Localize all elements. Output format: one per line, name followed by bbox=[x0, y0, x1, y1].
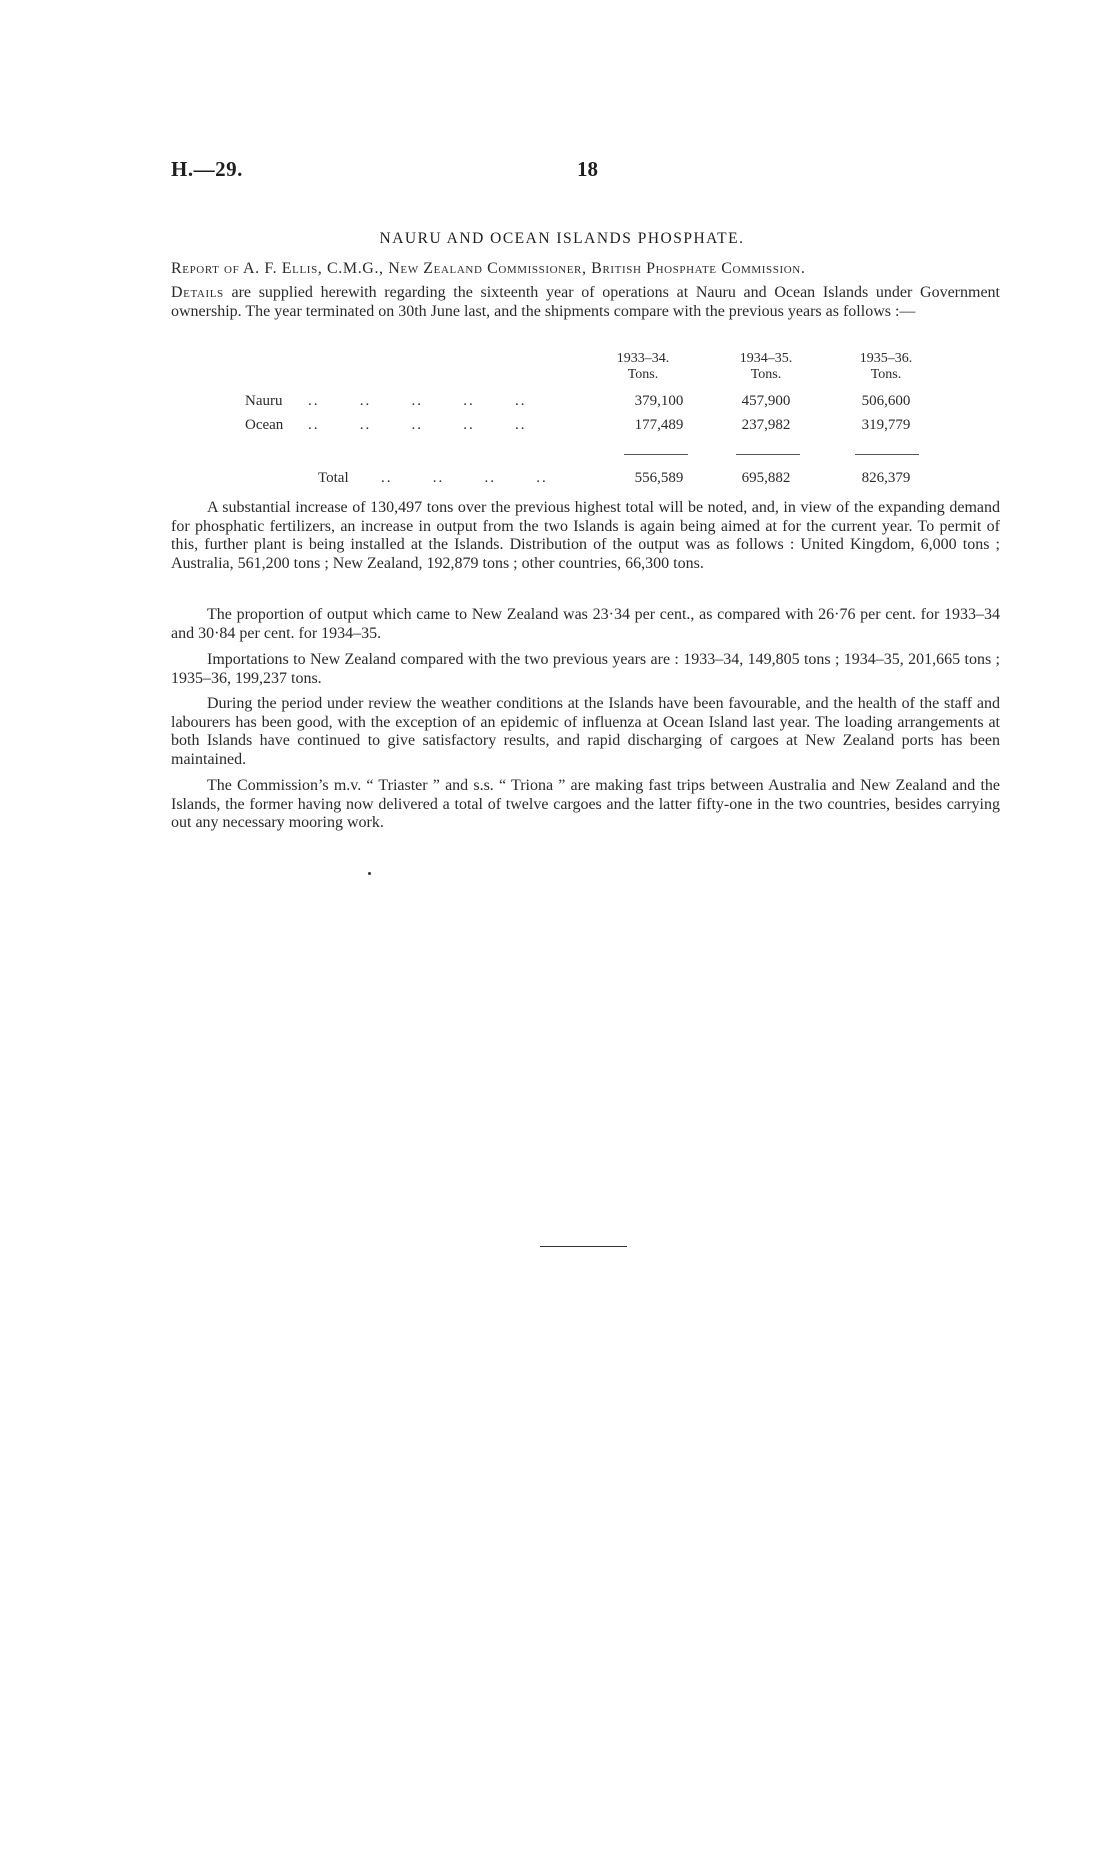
table-cell: 457,900 bbox=[741, 393, 791, 409]
intro-paragraph bbox=[171, 284, 1000, 321]
paragraph-distribution: A substantial increase of 130,497 tons over the previous highest total will be noted, and, in view of the expanding demand for phosphatic fertilizers, an increase in output from the two Islands is again being aimed at for the current year. To permit of this, further plant is being installed at the Islands. Distribution of the output was as follows : United Kingdom, 6,000 tons ; Australia, 561,200 tons ; New Zealand, 192,879 tons ; other countries, 66,300 tons. bbox=[171, 499, 1000, 572]
column-header-1934-35 bbox=[711, 351, 821, 383]
row-label-total: Total bbox=[318, 470, 349, 486]
document-reference: H.—29. bbox=[171, 157, 243, 181]
column-year: 1935–36. bbox=[859, 351, 913, 366]
paragraph-importations: Importations to New Zealand compared with the two previous years are : 1933–34, 149,805 tons ; 1934–35, 201,665 tons ; 1935–36, 199,237 tons. bbox=[171, 651, 1000, 687]
table-cell: 319,779 bbox=[861, 417, 911, 433]
stray-mark bbox=[368, 872, 371, 875]
column-unit: Tons. bbox=[750, 367, 782, 382]
table-cell: 506,600 bbox=[861, 393, 911, 409]
row-leaders: .. .. .. .. .. bbox=[308, 417, 527, 433]
column-unit: Tons. bbox=[627, 367, 659, 382]
document-title: NAURU AND OCEAN ISLANDS PHOSPHATE. bbox=[379, 230, 745, 247]
intro-lead-word: Details bbox=[171, 284, 224, 301]
sum-rule bbox=[736, 454, 800, 455]
row-leaders: .. .. .. .. .. bbox=[308, 393, 527, 409]
paragraph-proportion: The proportion of output which came to New Zealand was 23·34 per cent., as compared with 26·76 per cent. for 1933–34 and 30·84 per cent. for 1934–35. bbox=[171, 606, 1000, 642]
paragraph-vessels: The Commission’s m.v. “ Triaster ” and s.s. “ Triona ” are making fast trips between Australia and New Zealand and the Islands, the former having now delivered a total of twelve cargoes and the latter fifty-one in the two countries, besides carrying out any necessary mooring work. bbox=[171, 777, 1000, 831]
table-cell: 695,882 bbox=[741, 470, 791, 486]
paragraph-conditions: During the period under review the weather conditions at the Islands have been favourable, and the health of the staff and labourers has been good, with the exception of an epidemic of influenza at Ocean Island last year. The loading arrangements at both Islands have continued to give satisfactory results, and rapid discharging of cargoes at New Zealand ports has been maintained. bbox=[171, 695, 1000, 768]
table-cell: 237,982 bbox=[741, 417, 791, 433]
column-unit: Tons. bbox=[870, 367, 902, 382]
end-rule bbox=[540, 1246, 627, 1247]
column-year: 1934–35. bbox=[739, 351, 793, 366]
column-header-1935-36 bbox=[831, 351, 941, 383]
table-cell: 177,489 bbox=[634, 417, 684, 433]
intro-text: are supplied herewith regarding the sixteenth year of operations at Nauru and Ocean Islands under Government ownership. The year terminated on 30th June last, and the shipments compare with the previous years as follows :— bbox=[171, 284, 1000, 320]
sum-rule bbox=[624, 454, 688, 455]
report-attribution: Report of A. F. Ellis, C.M.G., New Zealand Commissioner, British Phosphate Commission. bbox=[171, 260, 806, 277]
column-year: 1933–34. bbox=[616, 351, 670, 366]
shipments-table bbox=[171, 351, 1000, 491]
column-header-1933-34 bbox=[588, 351, 698, 383]
row-label-ocean: Ocean bbox=[245, 417, 284, 433]
row-label-nauru: Nauru bbox=[245, 393, 283, 409]
page-number: 18 bbox=[577, 157, 598, 181]
table-cell: 379,100 bbox=[634, 393, 684, 409]
table-cell: 826,379 bbox=[861, 470, 911, 486]
table-cell: 556,589 bbox=[634, 470, 684, 486]
sum-rule bbox=[855, 454, 919, 455]
row-leaders: .. .. .. .. bbox=[381, 470, 548, 486]
